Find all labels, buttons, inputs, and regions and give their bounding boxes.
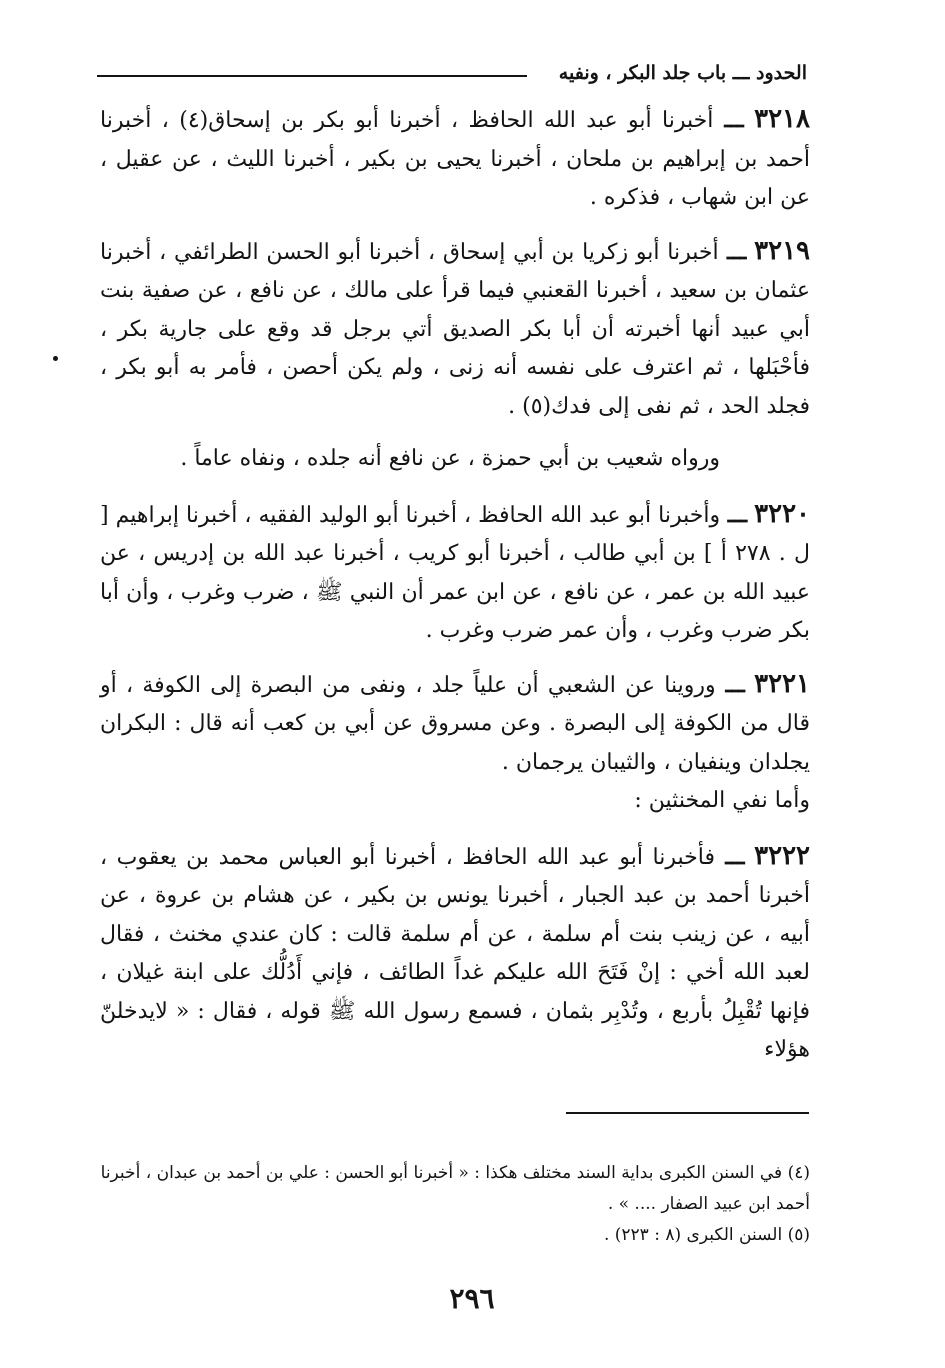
hadith-text: أخبرنا أبو عبد الله الحافظ ، أخبرنا أبو بكر بن إسحاق(٤) ، أخبرنا أحمد بن إبراهيم بن ملحان ، أخبرنا يحيى بن بكير ، أخبرنا الليث ، عن عقيل ، عن ابن شهاب ، فذكره .	[100, 108, 810, 210]
hadith-number: ٣٢٢٢	[754, 840, 811, 871]
margin-speck	[53, 356, 58, 361]
hadith-text: وروينا عن الشعبي أن علياً جلد ، ونفى من البصرة إلى الكوفة ، أو قال من الكوفة إلى البصرة . وعن مسروق عن أبي بن كعب أنه قال : البكران يجلدان وينفيان ، والثيبان يرجمان .	[100, 672, 810, 775]
number-dash: ـــ	[715, 671, 745, 698]
footnote: (٥) السنن الكبرى (٨ : ٢٢٣) .	[603, 1225, 810, 1245]
hadith-number: ٣٢١٩	[754, 235, 810, 266]
footnote-rule	[566, 1112, 809, 1114]
hadith-number: ٣٢١٨	[754, 104, 810, 134]
hadith-paragraph	[100, 100, 810, 218]
number-dash: ـــ	[718, 238, 747, 265]
hadith-text: وأخبرنا أبو عبد الله الحافظ ، أخبرنا أبو الوليد الفقيه ، أخبرنا إبراهيم [ ل . ٢٧٨ أ ] بن أبي طالب ، أخبرنا أبو كريب ، أخبرنا عبد الله بن إدريس ، عن عبيد الله بن عمر ، عن نافع ، عن ابن عمر أن النبي ﷺ ، ضرب وغرب ، وأن أبا بكر ضرب وغرب ، وأن عمر ضرب وغرب .	[100, 502, 810, 643]
hadith-number: ٣٢٢٠	[754, 498, 810, 529]
hadith-number: ٣٢٢١	[754, 668, 811, 699]
hadith-text: فأخبرنا أبو عبد الله الحافظ ، أخبرنا أبو العباس محمد بن يعقوب ، أخبرنا أحمد بن عبد الجبار ، أخبرنا يونس بن بكير ، عن هشام بن عروة ، عن أبيه ، عن زينب بنت أم سلمة ، عن أم سلمة قالت : كان عندي مخنث ، فقال لعبد الله أخي : إنْ فَتَحَ الله عليكم غداً الطائف ، فإني أَدُلُّك على ابنة غيلان ، فإنها تُقْبِلُ بأربع ، وتُدْبِر بثمان ، فسمع رسول الله ﷺ قوله ، فقال : « لايدخلنّ هؤلاء	[100, 844, 810, 1062]
narration-note	[100, 440, 810, 479]
hadith-paragraph	[100, 232, 810, 427]
section-heading-line	[100, 782, 810, 821]
footnotes	[100, 1158, 810, 1251]
hadith-text: أخبرنا أبو زكريا بن أبي إسحاق ، أخبرنا أبو الحسن الطرائفي ، أخبرنا عثمان بن سعيد ، أخبرنا القعنبي فيما قرأ على مالك ، عن نافع ، عن صفية بنت أبي عبيد أنها أخبرته أن أبا بكر الصديق أتي برجل قد وقع على جارية بكر ، فأحْبَلها ، ثم اعترف على نفسه أنه زنى ، ولم يكن أحصن ، فأمر به أبو بكر ، فجلد الحد ، ثم نفى إلى فدك(٥) .	[100, 239, 810, 419]
running-head: الحدود ـــ باب جلد البكر ، ونفيه	[558, 62, 807, 84]
header-rule	[97, 75, 527, 77]
hadith-paragraph	[100, 837, 810, 1070]
section-heading-text: وأما نفي المخنثين :	[634, 788, 810, 813]
hadith-paragraph	[100, 495, 810, 651]
number-dash: ـــ	[715, 843, 745, 870]
page-number: ٢٩٦	[449, 1282, 495, 1315]
hadith-paragraph	[100, 665, 810, 783]
body-text	[100, 100, 810, 1070]
narration-text: ورواه شعيب بن أبي حمزة ، عن نافع أنه جلده ، ونفاه عاماً .	[180, 446, 720, 471]
number-dash: ـــ	[713, 107, 744, 133]
footnote: (٤) في السنن الكبرى بداية السند مختلف هكذا : « أخبرنا أبو الحسن : علي بن أحمد بن عبدان ، أخبرنا أحمد ابن عبيد الصفار .... » .	[100, 1163, 810, 1214]
number-dash: ـــ	[720, 501, 748, 528]
